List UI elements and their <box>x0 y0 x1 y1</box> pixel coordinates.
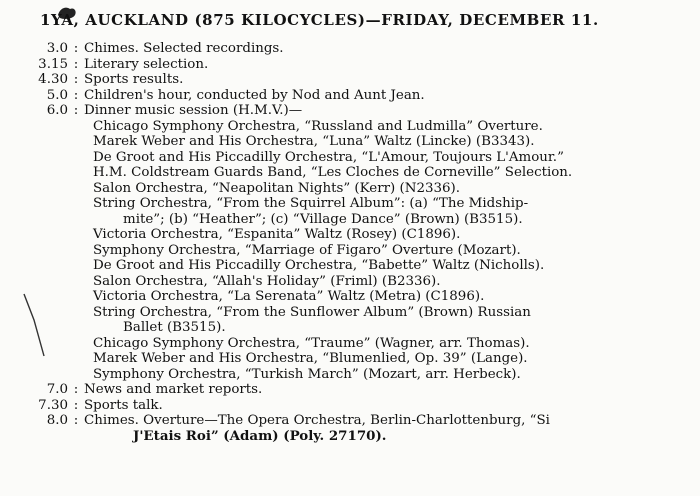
entry-separator: : <box>73 56 79 72</box>
dinner-music-item: Symphony Orchestra, “Turkish March” (Mozart, arr. Herbeck). <box>93 366 521 382</box>
entry-separator: : <box>73 87 79 103</box>
dinner-music-item: Victoria Orchestra, “La Serenata” Waltz (Metra) (C1896). <box>93 289 485 304</box>
dinner-music-item: De Groot and His Piccadilly Orchestra, “L'Amour, Toujours L'Amour.” <box>93 149 564 165</box>
entry-separator: : <box>73 382 79 397</box>
dinner-music-item: Salon Orchestra, “Allah's Holiday” (Friml) (B2336). <box>93 273 441 289</box>
entry-description: Literary selection. <box>84 56 209 72</box>
dinner-music-item-continued: Ballet (B3515). <box>123 320 226 335</box>
schedule-entry <box>28 57 696 73</box>
dinner-music-item: Marek Weber and His Orchestra, “Blumenlied, Op. 39” (Lange). <box>93 351 528 366</box>
schedule-entry <box>28 88 696 104</box>
dinner-music-item: String Orchestra, “From the Sunflower Album” (Brown) Russian <box>93 304 531 320</box>
entry-description: Dinner music session (H.M.V.)— <box>84 103 303 118</box>
entry-time: 5.0 <box>46 87 68 103</box>
entry-description: Chimes. Overture—The Opera Orchestra, Berlin-Charlottenburg, “Si <box>84 413 550 428</box>
entry-description: Sports results. <box>84 72 184 87</box>
entry-description: Children's hour, conducted by Nod and Aunt Jean. <box>84 87 425 103</box>
entry-continuation: J'Etais Roi” (Adam) (Poly. 27170). <box>133 427 387 444</box>
dinner-music-item: Chicago Symphony Orchestra, “Traume” (Wagner, arr. Thomas). <box>93 335 530 351</box>
dinner-music-item-continued: mite”; (b) “Heather”; (c) “Village Dance” (Brown) (B3515). <box>123 211 523 227</box>
entry-time: 6.0 <box>46 103 68 118</box>
program-schedule <box>28 41 696 444</box>
entry-time: 7.0 <box>46 382 68 397</box>
dinner-music-item: Symphony Orchestra, “Marriage of Figaro” Overture (Mozart). <box>93 242 521 258</box>
dinner-music-item: Victoria Orchestra, “Espanita” Waltz (Rosey) (C1896). <box>93 227 461 242</box>
entry-description: News and market reports. <box>84 382 263 397</box>
entry-description: Sports talk. <box>84 397 163 413</box>
schedule-entry <box>28 413 696 429</box>
schedule-entry <box>28 398 696 414</box>
schedule-entry <box>28 41 696 57</box>
dinner-music-list <box>93 119 696 383</box>
pencil-mark <box>20 290 50 360</box>
schedule-entry <box>28 72 696 88</box>
entry-time: 3.15 <box>38 56 68 72</box>
dinner-music-item: String Orchestra, “From the Squirrel Album”: (a) “The Midship- <box>93 196 529 211</box>
station-header: 1YA, AUCKLAND (875 KILOCYCLES)—FRIDAY, DECEMBER 11. <box>40 11 599 29</box>
entry-time: 8.0 <box>46 413 68 428</box>
dinner-music-item: Salon Orchestra, “Neapolitan Nights” (Kerr) (N2336). <box>93 180 460 196</box>
entry-time: 3.0 <box>46 41 68 56</box>
entry-separator: : <box>73 397 79 413</box>
dinner-music-item: De Groot and His Piccadilly Orchestra, “Babette” Waltz (Nicholls). <box>93 258 545 273</box>
entry-time: 7.30 <box>38 397 68 413</box>
schedule-entry <box>28 103 696 119</box>
dinner-music-item: Chicago Symphony Orchestra, “Russland and Ludmilla” Overture. <box>93 118 543 134</box>
entry-separator: : <box>73 413 79 428</box>
entry-separator: : <box>73 103 79 118</box>
entry-time: 4.30 <box>38 72 68 87</box>
entry-separator: : <box>73 41 79 56</box>
entry-separator: : <box>73 72 79 87</box>
schedule-entry <box>28 382 696 398</box>
entry-description: Chimes. Selected recordings. <box>84 41 284 56</box>
dinner-music-item: Marek Weber and His Orchestra, “Luna” Waltz (Lincke) (B3343). <box>93 134 535 149</box>
dinner-music-item: H.M. Coldstream Guards Band, “Les Cloches de Corneville” Selection. <box>93 165 573 180</box>
